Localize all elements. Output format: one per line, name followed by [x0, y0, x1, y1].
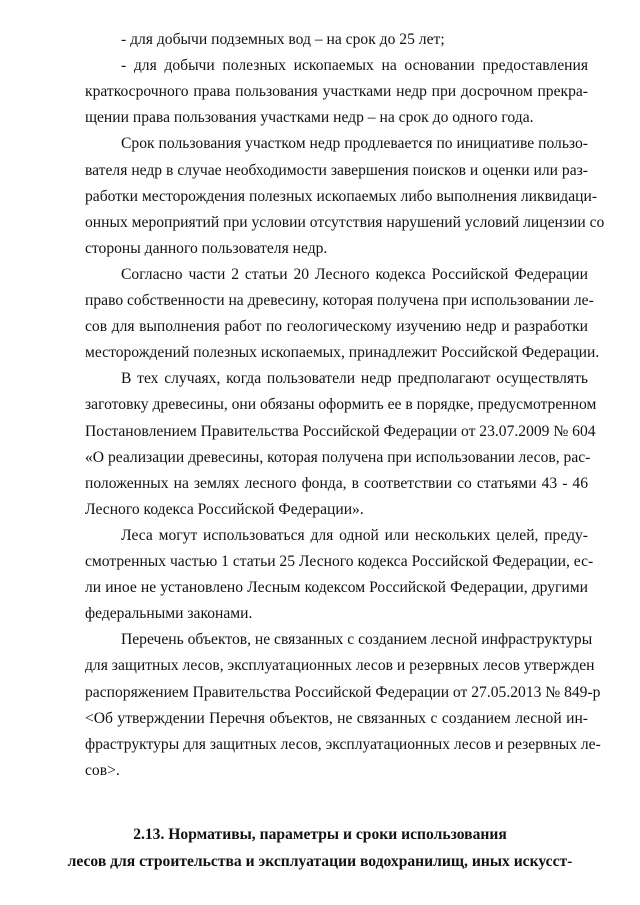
paragraph-harvest-line3: Постановлением Правительства Российской Федерации от 23.07.2009 № 604: [85, 422, 596, 440]
paragraph-objects-line4: <Об утверждении Перечня объектов, не связанных с созданием лесной ин-: [85, 709, 588, 727]
paragraph-harvest-line2: заготовку древесины, они обязаны оформить ее в порядке, предусмотренном: [85, 396, 597, 414]
list-item-minerals-line1: - для добычи полезных ископаемых на основании предоставления: [121, 57, 588, 75]
paragraph-objects-line6: сов>.: [85, 761, 120, 779]
paragraph-term-line1: Срок пользования участком недр продлевается по инициативе пользо-: [121, 135, 588, 153]
paragraph-ownership-line2: право собственности на древесину, которая получена при использовании ле-: [85, 292, 594, 309]
paragraph-objects-line1: Перечень объектов, не связанных с созданием лесной инфраструктуры: [121, 631, 593, 649]
paragraph-objects-line5: фраструктуры для защитных лесов, эксплуатационных лесов и резервных ле-: [85, 735, 601, 753]
paragraph-ownership-line3: сов для выполнения работ по геологическому изучению недр и разработки: [85, 318, 588, 336]
paragraph-purposes-line3: ли иное не установлено Лесным кодексом Российской Федерации, другими: [85, 579, 588, 597]
list-item-groundwater: - для добычи подземных вод – на срок до 25 лет;: [121, 31, 445, 48]
paragraph-objects-line3: распоряжением Правительства Российской Федерации от 27.05.2013 № 849-р: [85, 683, 601, 701]
paragraph-purposes-line1: Леса могут использоваться для одной или нескольких целей, преду-: [121, 526, 588, 544]
paragraph-term-line4: онных мероприятий при условии отсутствия нарушений условий лицензии со: [85, 213, 605, 231]
paragraph-term-line5: стороны данного пользователя недр.: [85, 239, 328, 257]
paragraph-ownership-line4: месторождений полезных ископаемых, принадлежит Российской Федерации.: [85, 344, 600, 362]
paragraph-ownership-line1: Согласно части 2 статьи 20 Лесного кодекса Российской Федерации: [121, 265, 588, 283]
paragraph-harvest-line1: В тех случаях, когда пользователи недр предполагают осуществлять: [121, 370, 588, 388]
paragraph-purposes-line4: федеральными законами.: [85, 605, 253, 623]
section-heading-line1: 2.13. Нормативы, параметры и сроки использования: [133, 826, 507, 843]
paragraph-term-line3: работки месторождения полезных ископаемых либо выполнения ликвидаци-: [85, 187, 598, 205]
list-item-minerals-line3: щении права пользования участками недр – на срок до одного года.: [85, 109, 534, 127]
paragraph-objects-line2: для защитных лесов, эксплуатационных лесов и резервных лесов утвержден: [85, 657, 595, 675]
paragraph-purposes-line2: смотренных частью 1 статьи 25 Лесного кодекса Российской Федерации, ес-: [85, 553, 594, 570]
paragraph-harvest-line5: положенных на землях лесного фонда, в соответствии со статьями 43 - 46: [85, 474, 588, 492]
paragraph-term-line2: вателя недр в случае необходимости завершения поисков и оценки или раз-: [85, 161, 588, 179]
paragraph-harvest-line4: «О реализации древесины, которая получена при использовании лесов, рас-: [85, 448, 591, 466]
section-heading-line2: лесов для строительства и эксплуатации водохранилищ, иных искусст-: [67, 853, 573, 870]
list-item-minerals-line2: краткосрочного права пользования участками недр при досрочном прекра-: [85, 83, 588, 101]
paragraph-harvest-line6: Лесного кодекса Российской Федерации».: [85, 500, 364, 518]
